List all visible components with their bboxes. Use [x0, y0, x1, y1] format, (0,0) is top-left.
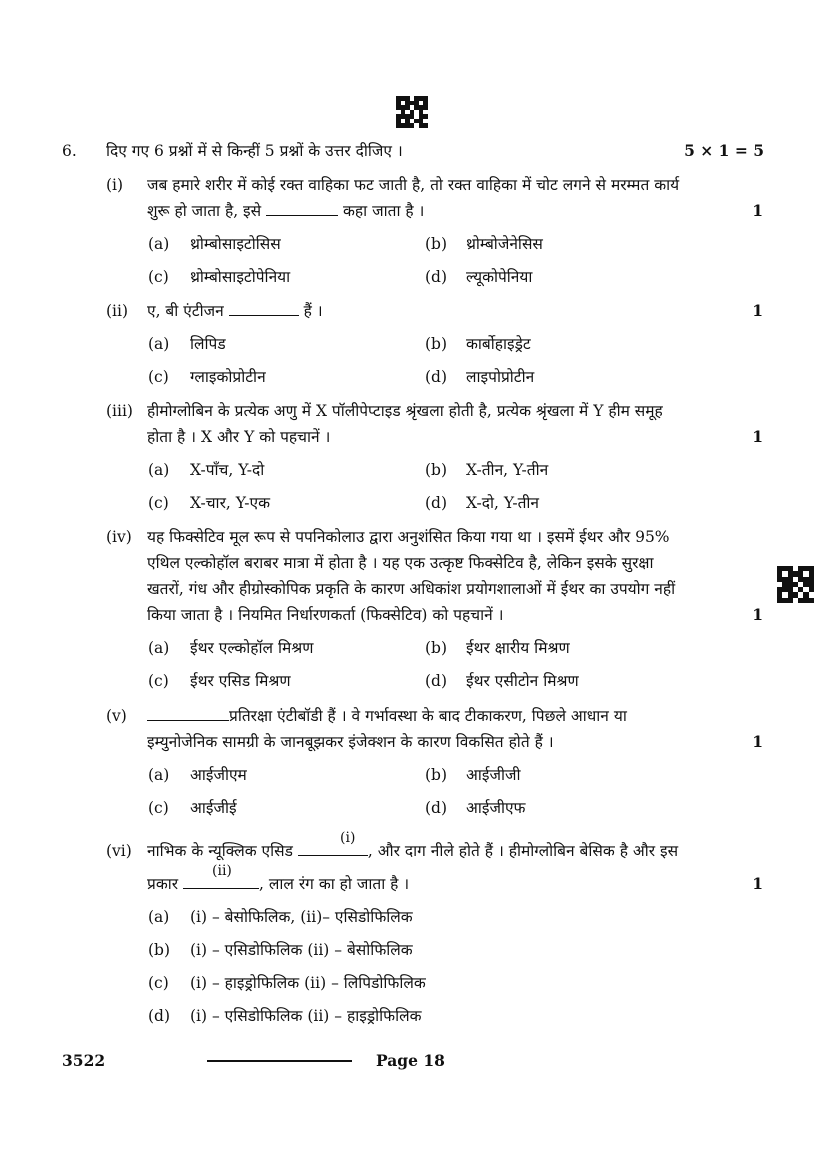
option-label: (c)	[148, 494, 169, 512]
subquestion-text: यह फिक्सेटिव मूल रूप से पपनिकोलाउ द्वारा अनुशंसित किया गया था । इसमें ईथर और 95%	[147, 528, 670, 546]
option-text: थ्रोम्बोसाइटोपेनिया	[190, 268, 291, 286]
subquestion-marks: 1	[752, 427, 763, 446]
option-label: (d)	[425, 672, 448, 690]
option-text: कार्बोहाइड्रेट	[466, 335, 531, 353]
option-label: (c)	[148, 268, 169, 286]
option-text: ईथर एसिड मिश्रण	[190, 672, 291, 690]
subquestion-label: (vi)	[106, 842, 132, 860]
subquestion-text: ए, बी एंटीजन हैं ।	[147, 302, 323, 320]
option-text: लिपिड	[190, 335, 226, 353]
option-label: (d)	[425, 494, 448, 512]
option-text: X-दो, Y-तीन	[466, 494, 540, 512]
option-text: ग्लाइकोप्रोटीन	[190, 368, 266, 386]
answer-blank	[147, 706, 229, 721]
option-text: आईजीई	[190, 799, 237, 817]
option-text: (i) – एसिडोफिलिक (ii) – बेसोफिलिक	[190, 941, 413, 959]
option-label: (a)	[148, 766, 170, 784]
option-text: थ्रोम्बोजेनेसिस	[466, 235, 543, 253]
subquestion-text: शुरू हो जाता है, इसे कहा जाता है ।	[147, 202, 425, 220]
option-text: ईथर एल्कोहॉल मिश्रण	[190, 639, 314, 657]
option-label: (c)	[148, 672, 169, 690]
subquestion-text: प्रतिरक्षा एंटीबॉडी हैं । वे गर्भावस्था के बाद टीकाकरण, पिछले आधान या	[147, 703, 627, 729]
option-text: X-पाँच, Y-दो	[190, 461, 265, 479]
subquestion-marks: 1	[752, 301, 763, 320]
option-text: ईथर एसीटोन मिश्रण	[466, 672, 579, 690]
option-text: (i) – हाइड्रोफिलिक (ii) – लिपिडोफिलिक	[190, 974, 426, 992]
answer-blank	[298, 841, 368, 856]
footer-rule	[207, 1060, 352, 1062]
option-label: (b)	[425, 335, 448, 353]
qr-code-icon-side	[777, 566, 814, 603]
option-text: X-तीन, Y-तीन	[466, 461, 549, 479]
answer-blank	[229, 301, 299, 316]
subquestion-label: (i)	[106, 176, 124, 194]
option-label: (a)	[148, 335, 170, 353]
option-text: (i) – एसिडोफिलिक (ii) – हाइड्रोफिलिक	[190, 1007, 422, 1025]
option-label: (c)	[148, 368, 169, 386]
option-label: (d)	[425, 799, 448, 817]
subquestion-marks: 1	[752, 874, 763, 893]
qr-code-icon-top	[396, 96, 428, 128]
option-label: (a)	[148, 461, 170, 479]
subquestion-label: (iii)	[106, 402, 133, 420]
option-label: (b)	[148, 941, 171, 959]
question-instruction: दिए गए 6 प्रश्नों में से किन्हीं 5 प्रश्नों के उत्तर दीजिए ।	[106, 142, 403, 160]
option-text: ल्यूकोपेनिया	[466, 268, 533, 286]
answer-blank	[266, 201, 338, 216]
option-text: थ्रोम्बोसाइटोसिस	[190, 235, 281, 253]
paper-code: 3522	[62, 1051, 106, 1070]
subquestion-marks: 1	[752, 201, 763, 220]
option-text: X-चार, Y-एक	[190, 494, 271, 512]
option-label: (b)	[425, 461, 448, 479]
subquestion-text: एथिल एल्कोहॉल बराबर मात्रा में होता है । यह एक उत्कृष्ट फिक्सेटिव है, लेकिन इसके सुरक्षा	[147, 554, 654, 572]
option-label: (a)	[148, 908, 170, 926]
subquestion-label: (v)	[106, 707, 127, 725]
option-label: (b)	[425, 235, 448, 253]
option-text: लाइपोप्रोटीन	[466, 368, 535, 386]
option-label: (c)	[148, 974, 169, 992]
option-label: (b)	[425, 766, 448, 784]
question-marks: 5 × 1 = 5	[684, 141, 764, 160]
option-text: ईथर क्षारीय मिश्रण	[466, 639, 570, 657]
option-label: (c)	[148, 799, 169, 817]
blank-label: (i)	[340, 830, 356, 846]
subquestion-text: जब हमारे शरीर में कोई रक्त वाहिका फट जाती है, तो रक्त वाहिका में चोट लगने से मरम्मत कार्य	[147, 176, 680, 194]
subquestion-text: किया जाता है । नियमित निर्धारणकर्ता (फिक्सेटिव) को पहचानें ।	[147, 606, 504, 624]
subquestion-text: होता है । X और Y को पहचानें ।	[147, 428, 331, 446]
option-label: (d)	[425, 368, 448, 386]
page-number: Page 18	[376, 1051, 445, 1070]
subquestion-marks: 1	[752, 732, 763, 751]
subquestion-marks: 1	[752, 605, 763, 624]
option-text: आईजीजी	[466, 766, 521, 784]
subquestion-text: नाभिक के न्यूक्लिक एसिड , और दाग नीले होते हैं । हीमोग्लोबिन बेसिक है और इस	[147, 842, 679, 860]
option-text: आईजीएम	[190, 766, 247, 784]
subquestion-text: हीमोग्लोबिन के प्रत्येक अणु में X पॉलीपेप्टाइड श्रृंखला होती है, प्रत्येक श्रृंखला में Y हीम समूह	[147, 402, 663, 420]
subquestion-text: प्रकार , लाल रंग का हो जाता है ।	[147, 875, 410, 893]
option-text: (i) – बेसोफिलिक, (ii)– एसिडोफिलिक	[190, 908, 413, 926]
option-label: (b)	[425, 639, 448, 657]
option-label: (d)	[148, 1007, 171, 1025]
subquestion-text: खतरों, गंध और हीग्रोस्कोपिक प्रकृति के कारण अधिकांश प्रयोगशालाओं में ईथर का उपयोग नहीं	[147, 580, 676, 598]
subquestion-text: इम्युनोजेनिक सामग्री के जानबूझकर इंजेक्शन के कारण विकसित होते हैं ।	[147, 733, 554, 751]
option-label: (a)	[148, 235, 170, 253]
subquestion-label: (ii)	[106, 302, 129, 320]
option-label: (d)	[425, 268, 448, 286]
subquestion-label: (iv)	[106, 528, 132, 546]
option-text: आईजीएफ	[466, 799, 526, 817]
question-number: 6.	[62, 142, 77, 160]
option-label: (a)	[148, 639, 170, 657]
blank-label: (ii)	[212, 863, 232, 879]
